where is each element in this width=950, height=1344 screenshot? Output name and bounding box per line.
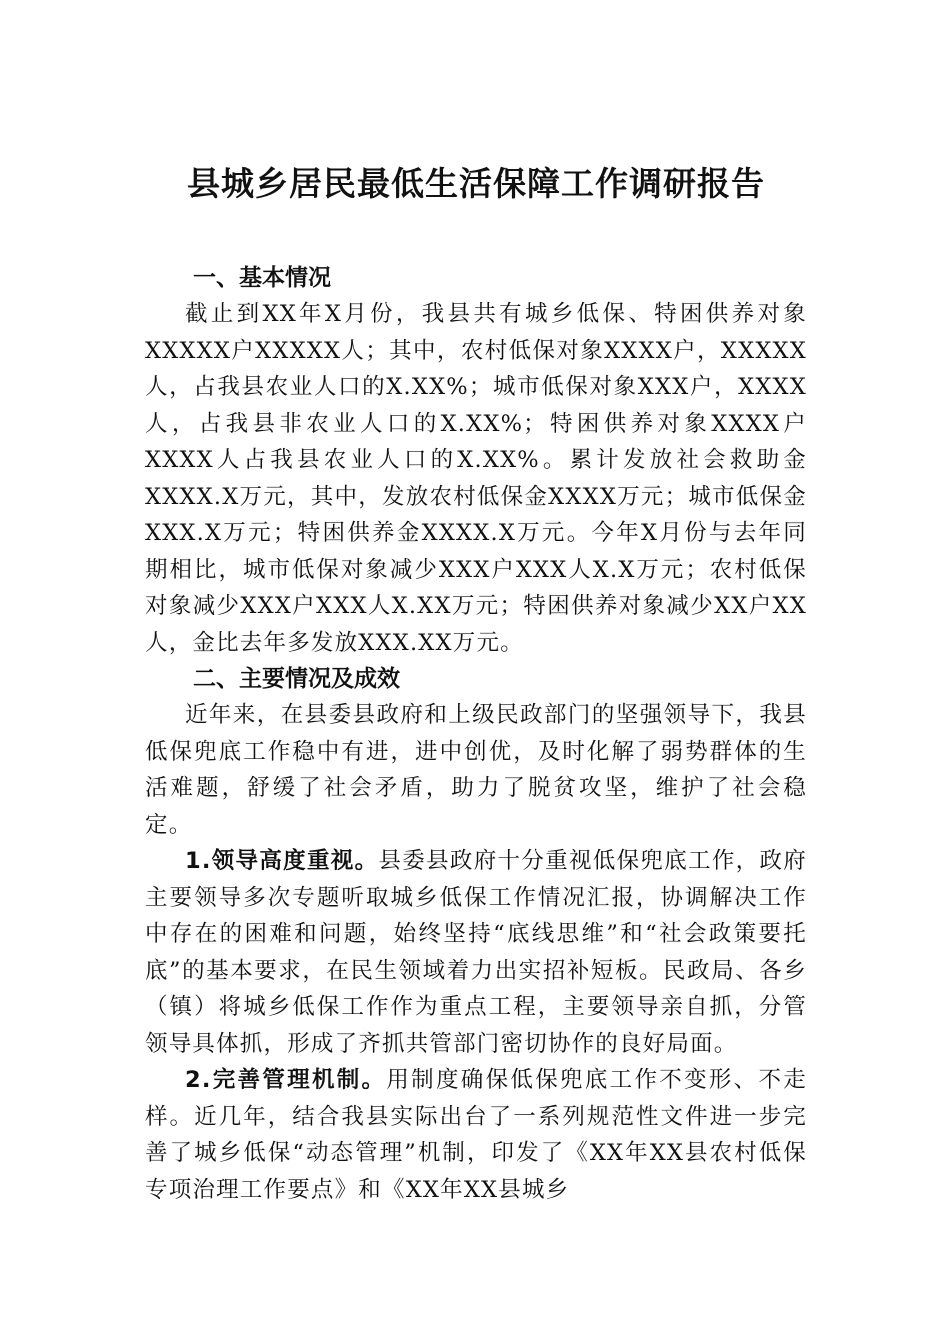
paragraph-text: 截止到XX年X月份，我县共有城乡低保、特困供养对象XXXXX户XXXXX人；其中，农村低保对象XXXX户，XXXXX人，占我县农业人口的X.XX%；城市低保对象XXX户，XXXX人，占我县非农业人口的X.XX%；特困供养对象XXXX户XXXX人占我县农业人口的X.XX%。累计发放社会救助金XXXX.X万元，其中，发放农村低保金XXXX万元；城市低保金XXX.X万元；特困供养金XXXX.X万元。今年X月份与去年同期相比，城市低保对象减少XXX户XXX人X.X万元；农村低保对象减少XXX户XXX人X.XX万元；特困供养对象减少XX户XX人，金比去年多发放XXX.XX万元。 [145, 301, 807, 656]
paragraph-management [145, 1062, 807, 1208]
paragraph-text: 近年来，在县委县政府和上级民政部门的坚强领导下，我县低保兜底工作稳中有进，进中创优，及时化解了弱势群体的生活难题，舒缓了社会矛盾，助力了脱贫攻坚，维护了社会稳定。 [145, 702, 807, 838]
document-page [145, 160, 807, 1208]
paragraph-text: 县委县政府十分重视低保兜底工作，政府主要领导多次专题听取城乡低保工作情况汇报，协调解决工作中存在的困难和问题，始终坚持“底线思维”和“社会政策要托底”的基本要求，在民生领域着力出实招补短板。民政局、各乡（镇）将城乡低保工作作为重点工程，主要领导亲自抓，分管领导具体抓，形成了齐抓共管部门密切协作的良好局面。 [145, 848, 807, 1057]
paragraph-basic-situation [145, 296, 807, 661]
paragraph-text: 用制度确保低保兜底工作不变形、不走样。近几年，结合我县实际出台了一系列规范性文件进一步完善了城乡低保“动态管理”机制，印发了《XX年XX县农村低保专项治理工作要点》和《XX年XX县城乡 [145, 1067, 807, 1203]
paragraph-intro [145, 697, 807, 843]
section-heading-main-results: 二、主要情况及成效 [193, 666, 400, 692]
paragraph-leadership [145, 843, 807, 1062]
paragraph-lead: 1.领导高度重视。 [185, 848, 379, 874]
section-heading-basic-situation: 一、基本情况 [193, 265, 331, 291]
document-title: 县城乡居民最低生活保障工作调研报告 [187, 164, 765, 203]
paragraph-lead: 2.完善管理机制。 [185, 1067, 387, 1093]
